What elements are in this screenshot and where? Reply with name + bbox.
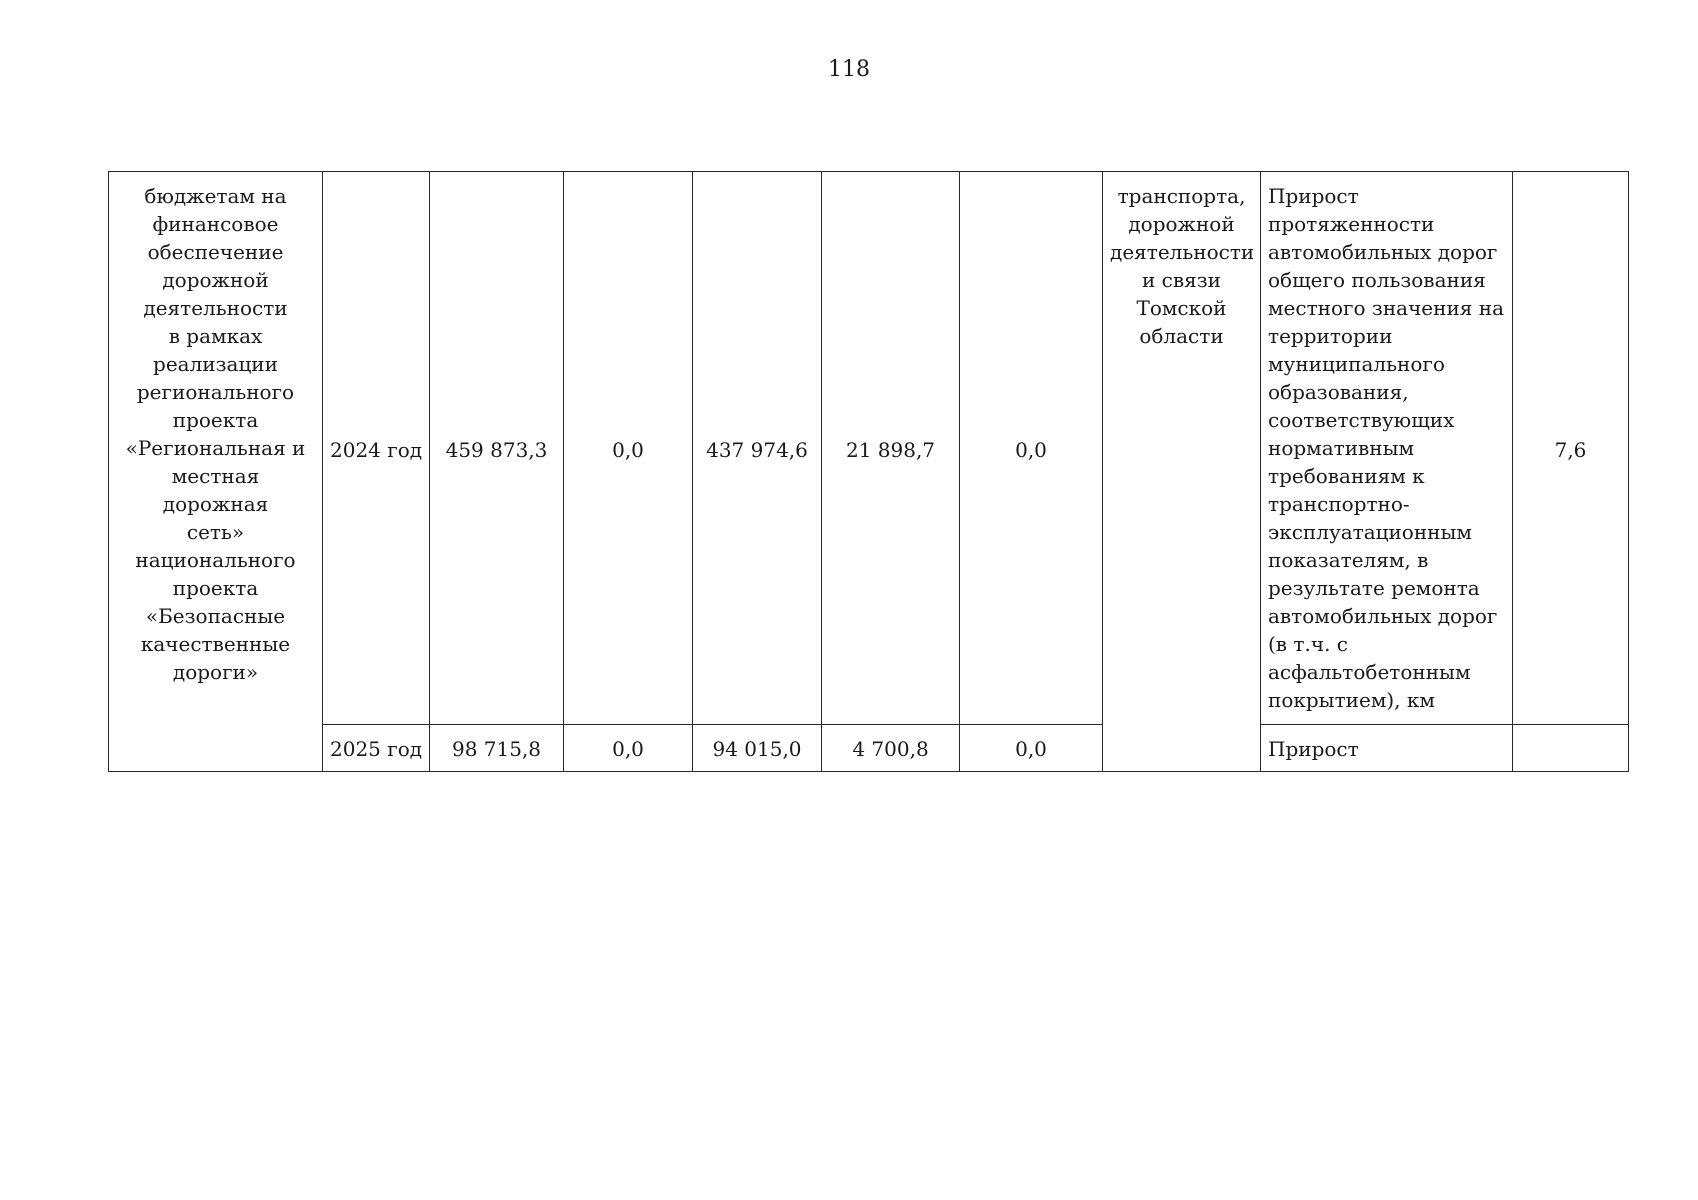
table-row-2025 [109, 725, 1629, 772]
indicator-name-cell: Прирост протяженности автомобильных дорог общего пользования местного значения на территории муниципального образования, соответствующих нормативным требованиям к транспортно- эксплуатационным показателям, в результате ремонта автомобильных дорог (в т.ч. с асфальтобетонным покрытием), км [1261, 172, 1513, 725]
year-cell: 2025 год [323, 725, 430, 772]
funding-source-c-cell: 4 700,8 [822, 725, 960, 772]
indicator-value-cell: 7,6 [1513, 172, 1629, 725]
indicator-name-cell: Прирост [1261, 725, 1513, 772]
total-amount-cell: 459 873,3 [430, 172, 564, 725]
page-number: 118 [828, 57, 870, 82]
total-amount-cell: 98 715,8 [430, 725, 564, 772]
funding-source-d-cell: 0,0 [960, 172, 1103, 725]
event-description-cell: бюджетам на финансовое обеспечение дорожной деятельности в рамках реализации регионального проекта «Региональная и местная дорожная сеть» национального проекта «Безопасные качественные дороги» [109, 172, 323, 772]
funding-source-a-cell: 0,0 [564, 172, 693, 725]
funding-source-b-cell: 437 974,6 [693, 172, 822, 725]
table-row-2024 [109, 172, 1629, 725]
budget-table [108, 171, 1629, 772]
indicator-value-cell [1513, 725, 1629, 772]
funding-source-d-cell: 0,0 [960, 725, 1103, 772]
year-cell: 2024 год [323, 172, 430, 725]
funding-source-a-cell: 0,0 [564, 725, 693, 772]
responsible-executor-cell: транспорта, дорожной деятельности и связи Томской области [1103, 172, 1261, 772]
funding-source-c-cell: 21 898,7 [822, 172, 960, 725]
funding-source-b-cell: 94 015,0 [693, 725, 822, 772]
